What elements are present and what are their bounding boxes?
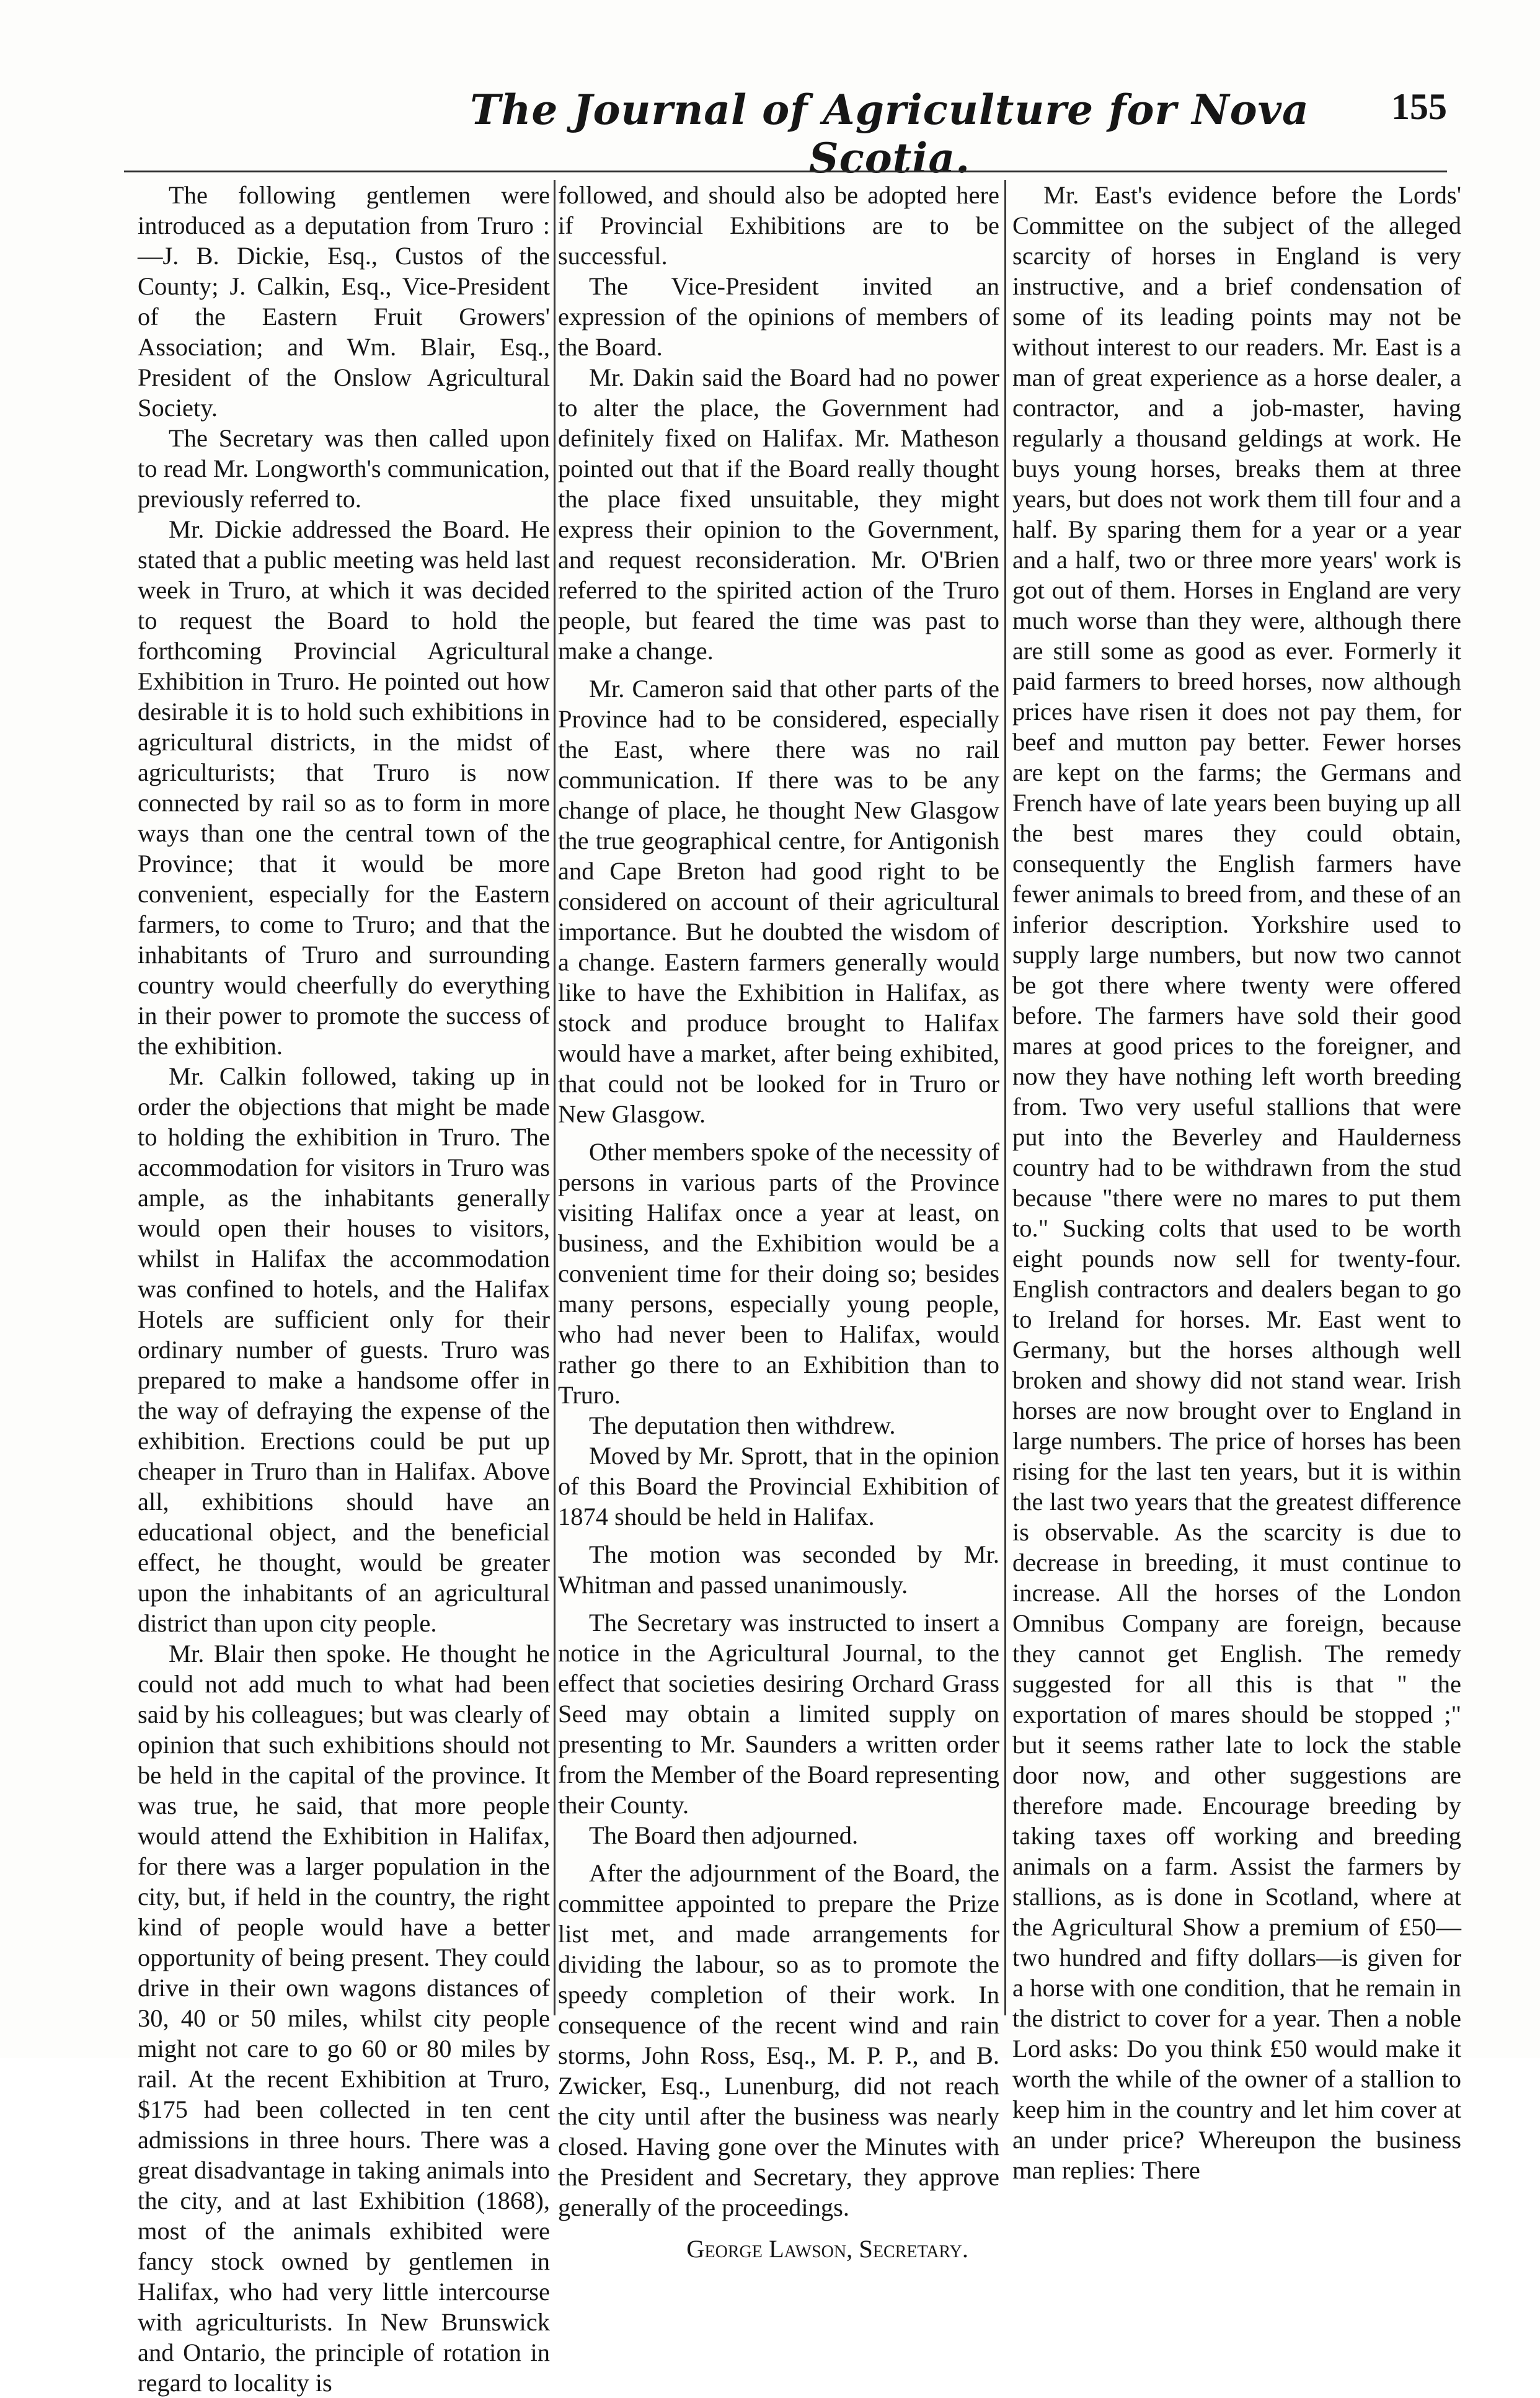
paragraph: The Secretary was instructed to insert a notice in the Agricultural Journal, to the effect that societies desiring Orchard Grass Seed may obtain a limited supply on presenting to Mr. Saunders a written order from the Member of the Board representing their County. <box>558 1609 999 1819</box>
paragraph: Other members spoke of the necessity of persons in various parts of the Province visiting Halifax once a year at least, on business, and the Exhibition would be a convenient time for their doing so; besides many persons, especially young people, who had never been to Halifax, would rather go there to an Exhibition than to Truro. <box>558 1138 999 1409</box>
paragraph: Mr. East's evidence before the Lords' Committee on the subject of the alleged scarcity of horses in England is very instructive, and a brief condensation of some of its leading points may not be without interest to our readers. Mr. East is a man of great experience as a horse dealer, a contractor, and a job-master, having regularly a thousand geldings at work. He buys young horses, breaks them at three years, but does not work them till four and a half. By sparing them for a year or a year and a half, two or three more years' work is got out of them. Horses in England are very much worse than they were, although there are still some as good as ever. Formerly it paid farmers to breed horses, now although prices have risen it does not pay them, for beef and mutton pay better. Fewer horses are kept on the farms; the Germans and French have of late years been buying up all the best mares they could obtain, consequently the English farmers have fewer animals to breed from, and these of an inferior description. Yorkshire used to supply large numbers, but now two cannot be got there where twenty were offered before. The farmers have sold their good mares at good prices to the foreigner, and now they have nothing left worth breeding from. Two very useful stallions that were put into the Beverley and Haulderness country had to be withdrawn from the stud because "there were no mares to put them to." Sucking colts that used to be worth eight pounds now sell for twenty-four. English contractors and dealers began to go to Ireland for horses. Mr. East went to Germany, but the horses although well broken and showy did not stand wear. Irish horses are now brought over to England in large numbers. The price of horses has been rising for the last ten years, but it is within the last two years that the greatest difference is observable. As the scarcity is due to decrease in breeding, it must continue to increase. All the horses of the London Omnibus Company are foreign, because they cannot get English. The remedy suggested for all this is that " the exportation of mares should be stopped ;" but it seems rather late to lock the stable door now, and other suggestions are therefore made. Encourage breeding by taking taxes off working and breeding animals on a farm. Assist the farmers by stallions, as is done in Scotland, where at the Agricultural Show a premium of £50—two hundred and fifty dollars—is given for a horse with one condition, that he remain in the district to cover for a year. Then a noble Lord asks: Do you think £50 would make it worth the while of the owner of a stallion to keep him in the country and let him cover at an under price? Whereupon the business man replies: There <box>1012 181 1461 2184</box>
paragraph: Mr. Calkin followed, taking up in order the objections that might be made to holding the exhibition in Truro. The accommodation for visitors in Truro was ample, as the inhabitants generally would open their houses to visitors, whilst in Halifax the accommodation was confined to hotels, and the Halifax Hotels are sufficient only for their ordinary number of guests. Truro was prepared to make a handsome offer in the way of defraying the expense of the exhibition. Erections could be put up cheaper in Truro than in Halifax. Above all, exhibitions should have an educational object, and the beneficial effect, he thought, would be greater upon the inhabitants of an agricultural district than upon city people. <box>138 1062 550 1637</box>
paragraph: The following gentlemen were introduced as a deputation from Truro :—J. B. Dickie, Esq., Custos of the County; J. Calkin, Esq., Vice-President of the Eastern Fruit Growers' Association; and Wm. Blair, Esq., President of the Onslow Agricultural Society. <box>138 181 550 422</box>
header-rule <box>124 171 1447 172</box>
paragraph: The motion was seconded by Mr. Whitman and passed unanimously. <box>558 1540 999 1599</box>
paragraph: Mr. Cameron said that other parts of the Province had to be considered, especially the East, where there was no rail communication. If there was to be any change of place, he thought New Glasgow the true geographical centre, for Antigonish and Cape Breton had good right to be considered on account of their agricultural importance. But he doubted the wisdom of a change. Eastern farmers generally would like to have the Exhibition in Halifax, as stock and produce brought to Halifax would have a market, after being exhibited, that could not be looked for in Truro or New Glasgow. <box>558 675 999 1128</box>
journal-title: The Journal of Agriculture for Nova Scotia. <box>470 86 1309 182</box>
paragraph: The Board then adjourned. <box>589 1821 859 1849</box>
column-2 <box>558 180 999 2263</box>
paragraph: After the adjournment of the Board, the committee appointed to prepare the Prize list met, and made arrangements for dividing the labour, so as to promote the speedy completion of their work. In consequence of the recent wind and rain storms, John Ross, Esq., M. P. P., and B. Zwicker, Esq., Lunenburg, did not reach the city until after the business was nearly closed. Having gone over the Minutes with the President and Secretary, they approve generally of the proceedings. <box>558 1859 999 2221</box>
paragraph: Mr. Dakin said the Board had no power to alter the place, the Government had definitely fixed on Halifax. Mr. Matheson pointed out that if the Board really thought the place fixed unsuitable, they might express their opinion to the Government, and request reconsideration. Mr. O'Brien referred to the spirited action of the Truro people, but feared the time was past to make a change. <box>558 363 999 665</box>
column-3 <box>1012 180 1461 2184</box>
page-number: 155 <box>1391 86 1447 127</box>
paragraph: Moved by Mr. Sprott, that in the opinion of this Board the Provincial Exhibition of 1874 should be held in Halifax. <box>558 1442 999 1530</box>
paragraph: Mr. Blair then spoke. He thought he could not add much to what had been said by his colleagues; but was clearly of opinion that such exhibitions should not be held in the capital of the province. It was true, he said, that more people would attend the Exhibition in Halifax, for there was a larger population in the city, but, if held in the country, the right kind of people would have a better opportunity of being present. They could drive in their own wagons distances of 30, 40 or 50 miles, whilst city people might not care to go 60 or 80 miles by rail. At the recent Exhibition at Truro, $175 had been collected in ten cent admissions in three hours. There was a great disadvantage in taking animals into the city, and at last Exhibition (1868), most of the animals exhibited were fancy stock owned by gentlemen in Halifax, who had very little intercourse with agriculturists. In New Brunswick and Ontario, the principle of rotation in regard to locality is <box>138 1640 550 2397</box>
column-divider <box>554 180 555 2015</box>
column-1 <box>138 180 550 2397</box>
paragraph: The Vice-President invited an expression of the opinions of members of the Board. <box>558 272 999 361</box>
paragraph: followed, and should also be adopted here if Provincial Exhibitions are to be successful. <box>558 181 999 270</box>
page-header <box>0 86 1540 182</box>
paragraph: Mr. Dickie addressed the Board. He stated that a public meeting was held last week in Truro, at which it was decided to request the Board to hold the forthcoming Provincial Agricultural Exhibition in Truro. He pointed out how desirable it is to hold such exhibitions in agricultural districts, in the midst of agriculturists; that Truro is now connected by rail so as to form in more ways than one the central town of the Province; that it would be more convenient, especially for the Eastern farmers, to come to Truro; and that the inhabitants of Truro and surrounding country would cheerfully do everything in their power to promote the success of the exhibition. <box>138 515 550 1060</box>
paragraph: The Secretary was then called upon to read Mr. Longworth's communication, previously referred to. <box>138 424 550 513</box>
column-divider <box>1004 180 1006 2015</box>
paragraph: The deputation then withdrew. <box>589 1411 896 1439</box>
signature: George Lawson, Secretary. <box>686 2235 968 2263</box>
